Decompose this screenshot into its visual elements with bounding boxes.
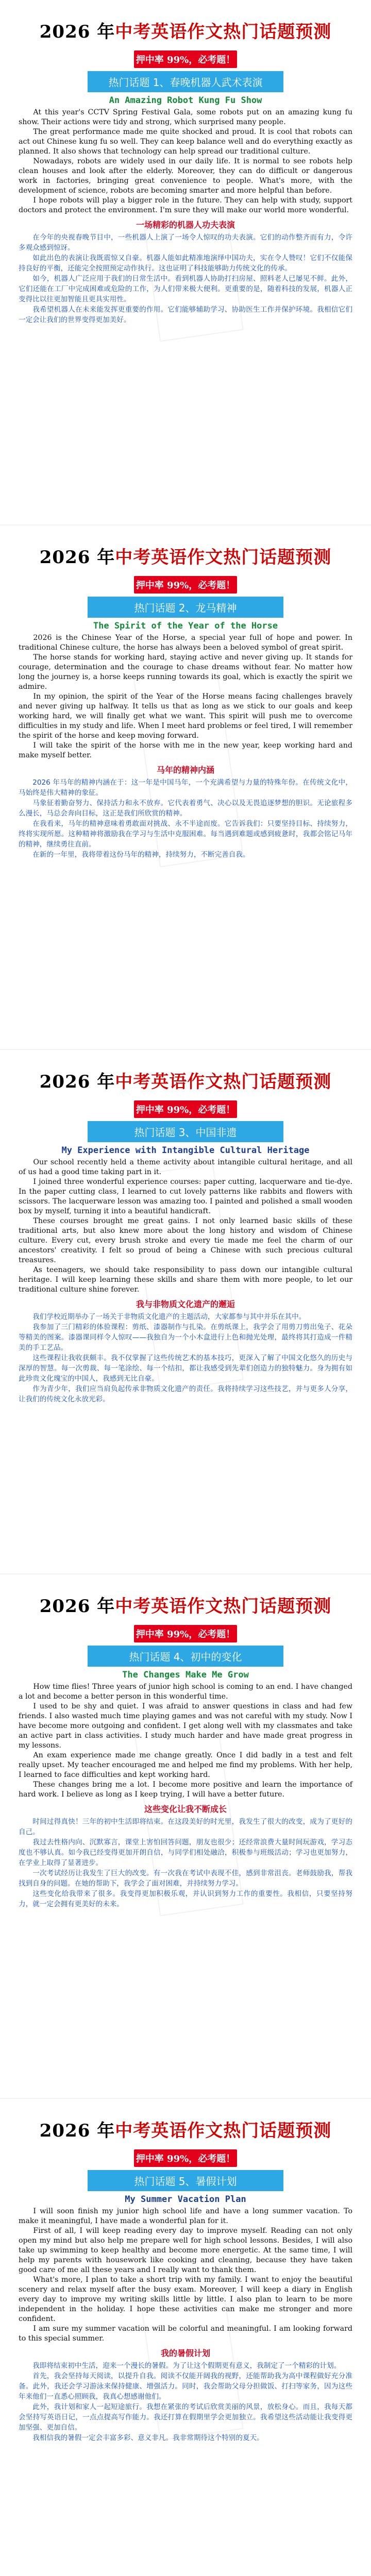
topic-label: 热门话题 4、初中的变化 [88, 1646, 283, 1667]
hit-rate-badge: 押中率 99%，必考题！ [134, 1625, 237, 1642]
english-paragraph: Our school recently held a theme activity about intangible cultural heritage, and all of us had a good time taking part in it. [19, 1158, 352, 1176]
english-paragraph: An exam experience made me change greatly. Once I did badly in a test and felt really upset. My teacher encouraged me and helped me find my problems. With her help, I learned to face difficulties and kept working hard. [19, 1751, 352, 1779]
chinese-paragraph: 在我看来，马年的精神意味着勇敢面对挑战、永不半途而废。它告诉我们：只要坚持目标、持续努力，终将实现所愿。这种精神将激励我在学习与生活中克服困难。每当遇到难题或感到疲惫时，我都会铭记马年的精神，继续勇往直前。 [19, 820, 352, 849]
banner-year: 2026 年 [39, 547, 115, 568]
english-paragraph: 2026 is the Chinese Year of the Horse, a special year full of hope and power. In traditional Chinese culture, the horse has always been a beloved symbol of great spirit. [19, 634, 352, 652]
chinese-paragraph: 马象征着勤奋努力、保持活力和永不放弃。它代表着勇气、决心以及无畏追逐梦想的胆识。无论旅程多么漫长，马总会奔向目标，这正是我们所欣赏的精神。 [19, 799, 352, 818]
english-paragraph: These changes bring me a lot. I become more positive and learn the importance of hard work. I believe as long as I keep trying, I will have a better future. [19, 1781, 352, 1799]
english-paragraph: How time flies! Three years of junior high school is coming to an end. I have changed a lot and become a better person in this wonderful time. [19, 1683, 352, 1701]
topic-label: 热门话题 5、暑假计划 [88, 2170, 283, 2191]
english-paragraph: I used to be shy and quiet. I was afraid to answer questions in class and had few friends. I also wasted much time playing games and was not careful with my study. Now I have become more outgoing and confident. I get along well with my classmates and take an active part in class activities. I study much harder and have made great progress in my lessons. [19, 1702, 352, 1750]
banner-year: 2026 年 [39, 22, 115, 42]
chinese-paragraph: 如今，机器人广泛应用于我们的日常生活中。看到机器人协助打扫房屋、照料老人已屡见不鲜。此外，它们还能在工厂中完成困难或危险的工作，为人们带来极大便利。更重要的是，随着科技的发展，机器人正变得比以往更加智能且更具实用性。 [19, 275, 352, 303]
page-banner [19, 546, 352, 569]
chinese-paragraph: 时间过得真快！三年的初中生活即将结束。在这段美好的时光里，我发生了很大的改变，成为了更好的自己。 [19, 1818, 352, 1836]
english-paragraph: First of all, I will keep reading every day to improve myself. Reading can not only open my mind but also help me prepare well for high school lessons. Besides, I will also take up swimming to keep healthy and become more energetic. At the same time, I will help my parents with housework like cooking and cleaning, because they have taken good care of me all these years and I really want to thank them. [19, 2227, 352, 2274]
banner-title: 中考英语作文热门话题预测 [115, 1596, 332, 1617]
hit-rate-badge: 押中率 99%，必考题！ [134, 576, 237, 594]
page-banner [19, 1071, 352, 1093]
chinese-paragraph: 2026 年马年的精神内涵在于：这一年是中国马年，一个充满希望与力量的特殊年份。在传统文化中，马始终是伟大精神的象征。 [19, 778, 352, 797]
english-paragraph: I hope robots will play a bigger role in the future. They can help with study, support doctors and protect the environment. I'm sure they will make our world more wonderful. [19, 196, 352, 214]
chinese-paragraph: 我过去性格内向、沉默寡言，课堂上害怕回答问题，朋友也很少；还经常浪费大量时间玩游戏，学习态度也不够认真。如今我已经变得更加开朗自信，与同学们相处融洽，积极参与班级活动；学习也更加努力，在学业上取得了显著进步。 [19, 1838, 352, 1867]
banner-title: 中考英语作文热门话题预测 [115, 1072, 332, 1092]
hit-rate-badge: 押中率 99%，必考题！ [134, 1100, 237, 1118]
chinese-paragraph: 首先，我会坚持每天阅读，以提升自我。阅读不仅能开阔我的视野，还能帮助我为高中课程做好充分准备。此外，我还会学习游泳来保持健康、增强活力。同时，我会帮助父母分担做饭、打扫等家务，因为这些年来他们一直悉心照顾我，我真心想感谢他们。 [19, 2372, 352, 2401]
hit-rate-badge: 押中率 99%，必考题！ [134, 50, 237, 68]
english-paragraph: The horse stands for working hard, staying active and never giving up. It stands for courage, determination and the courage to chase dreams without fear. No matter how long the journey is, a horse keeps running towards its goal, which is exactly the spirit we admire. [19, 653, 352, 691]
english-paragraph: I will take the spirit of the horse with me in the new year, keep working hard and make myself better. [19, 741, 352, 759]
page-banner [19, 21, 352, 43]
english-title: My Summer Vacation Plan [125, 2194, 246, 2205]
banner-year: 2026 年 [39, 1072, 115, 1092]
chinese-title: 马年的精神内涵 [156, 765, 214, 775]
chinese-paragraph: 这些课程让我收获颇丰。我不仅掌握了这些传统艺术的基本技巧，更深入了解了中国文化悠久的历史与深厚的智慧。每一次剪裁、每一笔涂绘、每一个结扣，都让我感受到先辈们创造力的独特魅力。身为拥有如此珍贵文化瑰宝的中国人，我感到无比自豪。 [19, 1354, 352, 1383]
english-paragraph: The great performance made me quite shocked and proud. It is cool that robots can act out Chinese kung fu so well. They can keep balance well and do everything exactly as planned. It also shows that technology can help spread our traditional culture. [19, 128, 352, 156]
chinese-paragraph: 我们学校近期举办了一场关于非物质文化遗产的主题活动，大家都参与其中并乐在其中。 [32, 1313, 306, 1321]
topic-section-2 [0, 524, 371, 1049]
chinese-paragraph: 在新的一年里，我将带着这份马年的精神，持续努力，不断完善自我。 [32, 851, 250, 859]
page-banner [19, 1595, 352, 1618]
topic-section-3 [0, 1049, 371, 1573]
hit-rate-badge: 押中率 99%，必考题！ [134, 2149, 237, 2167]
chinese-title: 我与非物质文化遗产的邂逅 [136, 1299, 235, 1309]
chinese-paragraph: 这些变化给我带来了很多。我变得更加积极乐观，并认识到努力工作的重要性。我相信，只要坚持努力，就一定会拥有更美好的未来。 [19, 1890, 352, 1908]
english-paragraph: I am sure my summer vacation will be colorful and meaningful. I am looking forward to this special summer. [19, 2325, 352, 2343]
chinese-paragraph: 作为青少年，我们应当肩负起传承非物质文化遗产的责任。我将持续学习这些技艺，并与更多人分享，让我们的传统文化永放光彩。 [19, 1385, 352, 1403]
topic-section-1 [0, 0, 371, 524]
english-title: The Spirit of the Year of the Horse [93, 621, 278, 631]
topic-label: 热门话题 2、龙马精神 [88, 597, 283, 618]
english-paragraph: I will soon finish my junior high school life and have a long summer vacation. To make it meaningful, I have made a wonderful plan for it. [19, 2207, 352, 2225]
english-title: My Experience with Intangible Cultural Heritage [61, 1145, 310, 1156]
topic-label: 热门话题 1、春晚机器人武术表演 [88, 71, 283, 92]
topic-section-5 [0, 2098, 371, 2576]
page-banner [19, 2120, 352, 2142]
english-paragraph: These courses brought me great gains. I not only learned basic skills of these traditional arts, but also knew more about the long history and wisdom of Chinese culture. Every cut, every brush stroke and every tie made me feel the charm of our ancestors' creativity. I felt so proud of being a Chinese with such precious cultural treasures. [19, 1217, 352, 1264]
chinese-title: 一场精彩的机器人功夫表演 [136, 220, 235, 230]
banner-title: 中考英语作文热门话题预测 [115, 2121, 332, 2141]
banner-year: 2026 年 [39, 1596, 115, 1617]
chinese-paragraph: 我参加了三门精彩的体验课程：剪纸、漆器制作与扎染。在剪纸课上，我学会了用剪刀剪出兔子、花朵等精美的图案。漆器课同样令人惊叹——我独自为一个小木盒进行上色和抛光处理，最终将其打造成一件精美的手工艺品。 [19, 1323, 352, 1352]
chinese-paragraph: 一次考试经历让我发生了巨大的改变。有一次我在考试中表现不佳，感到非常沮丧。老师鼓励我，帮我找到自身的问题。在她的帮助下，我学会了面对困难，并持续努力学习。 [19, 1869, 352, 1888]
english-paragraph: In my opinion, the spirit of the Year of the Horse means facing challenges bravely and never giving up halfway. It tells us that as long as we stick to our goals and keep working hard, we will finally get what we want. This spirit will push me to overcome difficulties in my study and life. When I meet hard problems or feel tired, I will remember the spirit of the horse and keep moving forward. [19, 692, 352, 740]
chinese-paragraph: 此外，我计划和家人一起短途旅行。我想在紧张的考试后欣赏美丽的风景，放松身心。而且，我每天都会坚持写英语日记，一点点提高写作能力。我还打算在假期里学会更加独立。我希望这些活动能让我变得更加坚强、更加自信。 [19, 2403, 352, 2432]
topic-label: 热门话题 3、中国非遗 [88, 1121, 283, 1142]
chinese-paragraph: 我希望机器人在未来能发挥更重要的作用。它们能够辅助学习、协助医生工作并保护环境。我相信它们一定会让我们的世界变得更加美好。 [19, 306, 352, 324]
banner-title: 中考英语作文热门话题预测 [115, 22, 332, 42]
chinese-title: 这些变化让我不断成长 [144, 1804, 227, 1814]
chinese-paragraph: 我即将结束初中生活，迎来一个漫长的暑假。为了让这个假期更有意义，我制定了一个精彩的计划。 [32, 2362, 341, 2370]
english-title: An Amazing Robot Kung Fu Show [109, 95, 262, 106]
english-title: The Changes Make Me Grow [122, 1670, 249, 1680]
chinese-paragraph: 在今年的央视春晚节目中，一些机器人上演了一场令人惊叹的功夫表演。它们的动作整齐而有力，令许多观众感到惊讶。 [19, 233, 352, 252]
english-paragraph: Nowadays, robots are widely used in our daily life. It is normal to see robots help clean houses and look after the elderly. Moreover, they can do difficult or dangerous work in factories, bringing great convenience to people. What's more, with the development of science, robots are becoming smarter and more helpful than before. [19, 157, 352, 195]
topic-section-4 [0, 1573, 371, 2098]
english-paragraph: As teenagers, we should take responsibility to pass down our intangible cultural heritage. I will keep learning these skills and share them with more people, to let our traditional culture shine forever. [19, 1266, 352, 1294]
chinese-paragraph: 如此出色的表演让我既震惊又自豪。机器人能如此精准地演绎中国功夫，实在令人赞叹！它们不仅能保持良好的平衡，还能完全按照预定动作执行。这也证明了科技能够助力传统文化的传承。 [19, 254, 352, 273]
english-paragraph: At this year's CCTV Spring Festival Gala, some robots put on an amazing kung fu show. Their actions were tidy and strong, which surprised many people. [19, 108, 352, 126]
english-paragraph: What's more, I plan to take a short trip with my family. I want to enjoy the beautiful scenery and relax myself after the busy exam. Moreover, I will keep a diary in English every day to improve my writing skills little by little. I also plan to learn to be more independent in the holiday. I hope these activities can make me stronger and more confident. [19, 2276, 352, 2323]
banner-title: 中考英语作文热门话题预测 [115, 547, 332, 568]
banner-year: 2026 年 [39, 2121, 115, 2141]
english-paragraph: I joined three wonderful experience courses: paper cutting, lacquerware and tie-dye. In the paper cutting class, I learned to cut lovely patterns like rabbits and flowers with scissors. The lacquerware lesson was amazing too. I painted and polished a small wooden box by myself, turning it into a beautiful handicraft. [19, 1178, 352, 1215]
chinese-paragraph: 我相信我的暑假一定会丰富多彩、意义非凡。我非常期待这个特别的夏天。 [32, 2434, 264, 2442]
chinese-title: 我的暑假计划 [160, 2348, 210, 2358]
